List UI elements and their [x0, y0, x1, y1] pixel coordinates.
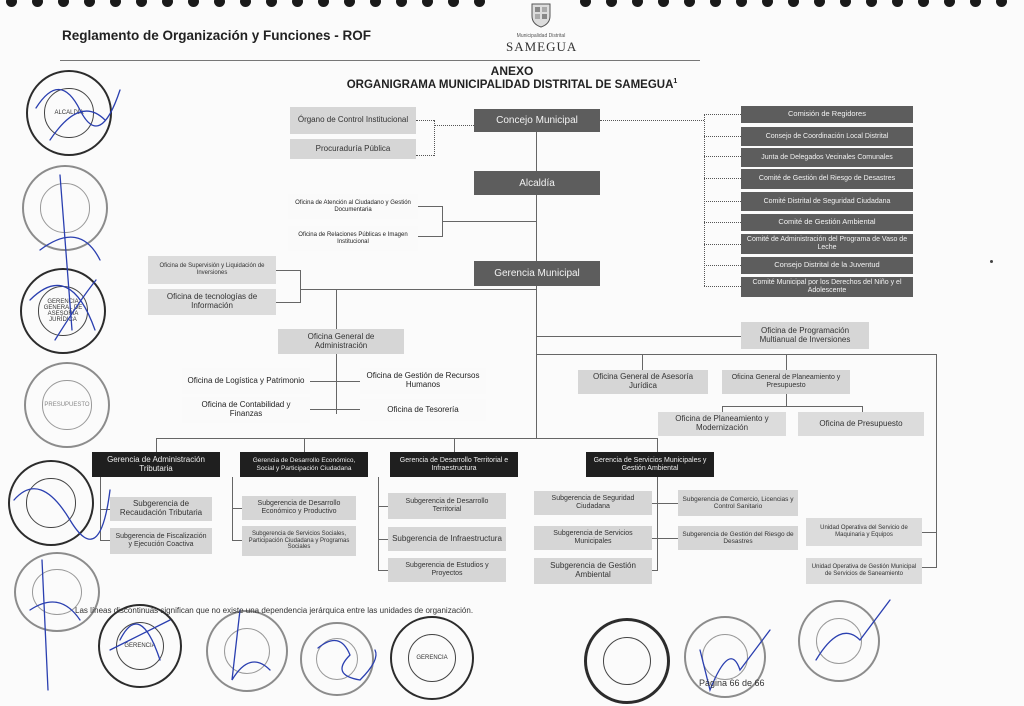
unidad-maquinaria-box: Unidad Operativa del Servicio de Maquinaria y Equipos	[806, 518, 922, 546]
relaciones-publicas-box: Oficina de Relaciones Públicas e Imagen Institucional	[288, 226, 418, 251]
comision-item: Comité de Gestión del Riesgo de Desastres	[741, 169, 913, 189]
document-title: Reglamento de Organización y Funciones - ROF	[62, 28, 372, 43]
logo-caption: Municipalidad Distrital	[516, 33, 566, 39]
administracion-box: Oficina General de Administración	[278, 329, 404, 354]
seal-stamp	[24, 362, 110, 448]
seal-stamp	[20, 268, 106, 354]
subgerencia-box: Subgerencia de Infraestructura	[388, 527, 506, 551]
seal-stamp	[300, 622, 374, 696]
seal-label: GERENCIA GENERAL DE ASESORÍA JURÍDICA	[38, 286, 87, 335]
seal-stamp	[798, 600, 880, 682]
gerencia-servicios-municipales-box: Gerencia de Servicios Municipales y Gestión Ambiental	[586, 452, 714, 477]
contabilidad-box: Oficina de Contabilidad y Finanzas	[182, 397, 310, 423]
presupuesto-box: Oficina de Presupuesto	[798, 412, 924, 436]
concejo-municipal-box: Concejo Municipal	[474, 109, 600, 132]
subgerencia-box: Subgerencia de Recaudación Tributaria	[110, 497, 212, 521]
subgerencia-box: Subgerencia de Desarrollo Económico y Productivo	[242, 496, 356, 520]
subgerencia-box: Subgerencia de Servicios Sociales, Participación Ciudadana y Programas Sociales	[242, 526, 356, 556]
coat-of-arms-icon	[530, 2, 552, 28]
subgerencia-box: Subgerencia de Gestión Ambiental	[534, 558, 652, 584]
gerencia-desarrollo-economico-box: Gerencia de Desarrollo Económico, Social y Participación Ciudadana	[240, 452, 368, 477]
alcaldia-box: Alcaldía	[474, 171, 600, 195]
comision-item: Junta de Delegados Vecinales Comunales	[741, 148, 913, 167]
procuraduria-box: Procuraduría Pública	[290, 139, 416, 159]
comision-item: Comité de Administración del Programa de Vaso de Leche	[741, 234, 913, 254]
chart-title-text: ORGANIGRAMA MUNICIPALIDAD DISTRITAL DE SAMEGUA	[346, 78, 674, 91]
header-rule	[60, 60, 700, 61]
supervision-box: Oficina de Supervisión y Liquidación de Inversiones	[148, 256, 276, 284]
control-institucional-box: Órgano de Control Institucional	[290, 107, 416, 134]
logistica-box: Oficina de Logística y Patrimonio	[182, 368, 310, 394]
seal-stamp	[206, 610, 288, 692]
scan-speck	[990, 260, 993, 263]
seal-stamp	[26, 70, 112, 156]
tecnologias-box: Oficina de tecnologías de Información	[148, 289, 276, 315]
subgerencia-box: Subgerencia de Fiscalización y Ejecución Coactiva	[110, 528, 212, 554]
recursos-humanos-box: Oficina de Gestión de Recursos Humanos	[360, 368, 486, 394]
atencion-ciudadano-box: Oficina de Atención al Ciudadano y Gestión Documentaria	[288, 194, 418, 219]
chart-title	[0, 78, 1024, 91]
subgerencia-box: Subgerencia de Comercio, Licencias y Control Sanitario	[678, 490, 798, 516]
programacion-inversiones-box: Oficina de Programación Multianual de Inversiones	[741, 322, 869, 349]
subgerencia-box: Subgerencia de Servicios Municipales	[534, 526, 652, 550]
unidad-saneamiento-box: Unidad Operativa de Gestión Municipal de Servicios de Saneamiento	[806, 558, 922, 584]
comision-item: Comité de Gestión Ambiental	[741, 214, 913, 231]
seal-stamp	[14, 552, 100, 632]
comision-item: Comité Municipal por los Derechos del Niño y el Adolescente	[741, 277, 913, 297]
comision-item: Consejo de Coordinación Local Distrital	[741, 127, 913, 146]
subgerencia-box: Subgerencia de Desarrollo Territorial	[388, 493, 506, 519]
comision-item: Comité Distrital de Seguridad Ciudadana	[741, 192, 913, 211]
planeamiento-modernizacion-box: Oficina de Planeamiento y Modernización	[658, 412, 786, 436]
gerencia-municipal-box: Gerencia Municipal	[474, 261, 600, 286]
subgerencia-box: Subgerencia de Seguridad Ciudadana	[534, 491, 652, 515]
seal-stamp	[8, 460, 94, 546]
seal-label: PRESUPUESTO	[42, 380, 91, 429]
seal-label: GERENCIA	[116, 622, 164, 670]
logo-name: SAMEGUA	[506, 39, 578, 54]
seal-label: GERENCIA	[408, 634, 456, 682]
annex-label: ANEXO	[490, 64, 534, 78]
asesoria-juridica-box: Oficina General de Asesoría Jurídica	[578, 370, 708, 394]
seal-stamp	[584, 618, 670, 704]
seal-stamp	[98, 604, 182, 688]
footnote-marker: 1	[673, 78, 678, 85]
page-number: Página 66 de 66	[699, 678, 765, 688]
planeamiento-presupuesto-box: Oficina General de Planeamiento y Presupuesto	[722, 370, 850, 394]
gerencia-desarrollo-territorial-box: Gerencia de Desarrollo Territorial e Infraestructura	[390, 452, 518, 477]
tesoreria-box: Oficina de Tesorería	[360, 399, 486, 421]
municipal-logo	[506, 2, 576, 55]
seal-stamp	[390, 616, 474, 700]
subgerencia-box: Subgerencia de Estudios y Proyectos	[388, 558, 506, 582]
footnote: Las líneas discontinuas significan que no existe una dependencia jerárquica entre las unidades de organización.	[75, 606, 474, 615]
comision-item: Consejo Distrital de la Juventud	[741, 257, 913, 274]
gerencia-tributaria-box: Gerencia de Administración Tributaria	[92, 452, 220, 477]
seal-label: ALCALDÍA	[44, 88, 93, 137]
comision-item: Comisión de Regidores	[741, 106, 913, 123]
seal-stamp	[22, 165, 108, 251]
subgerencia-box: Subgerencia de Gestión del Riesgo de Desastres	[678, 526, 798, 550]
